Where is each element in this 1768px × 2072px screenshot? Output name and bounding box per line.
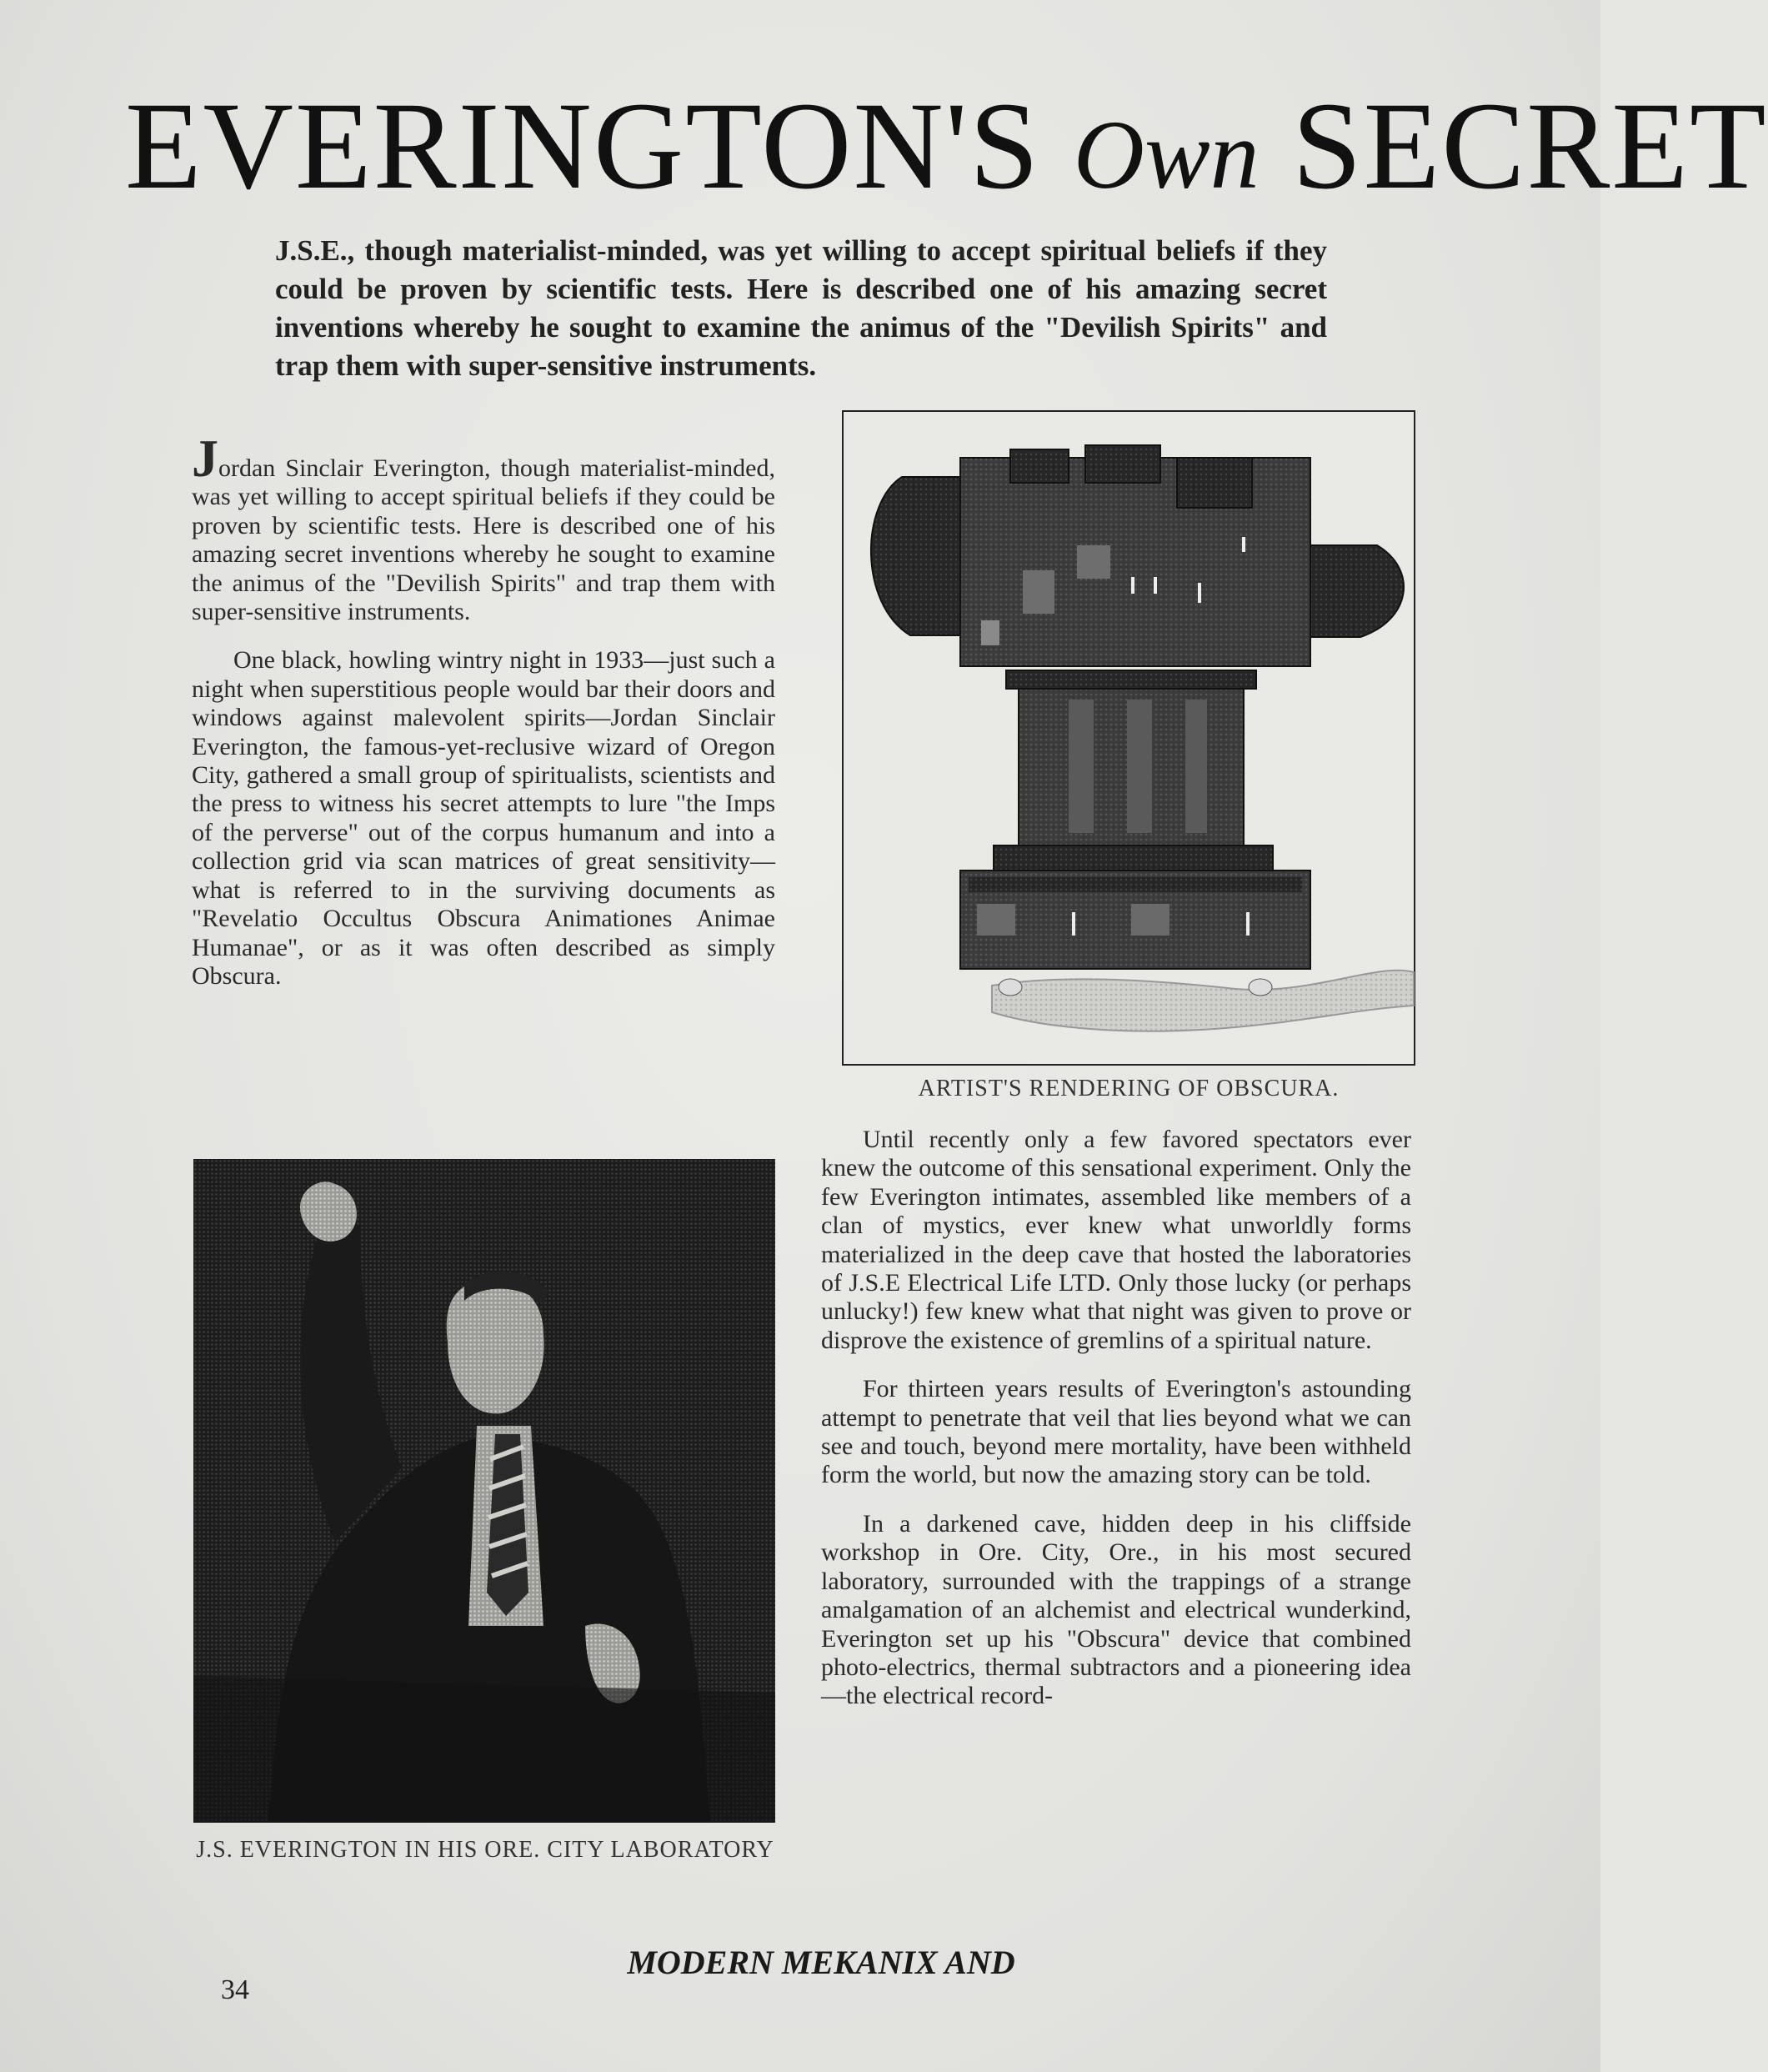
paragraph: Until recently only a few favored spectators ever knew the outcome of this sensational experiment. Only the few Everington intimates, assembled like members of a clan of mystics, ever knew what unworldly forms materialized in the deep cave that hosted the laboratories of J.S.E Electrical Life LTD. Only those lucky (or perhaps unlucky!) few knew what that night was given to prove or disprove the existence of gremlins of a spiritual nature. xyxy=(821,1126,1411,1354)
headline-part-2: Own xyxy=(1073,100,1260,209)
obscura-illustration xyxy=(842,410,1415,1066)
portrait-photo xyxy=(193,1159,775,1823)
paragraph: For thirteen years results of Everington's astounding attempt to penetrate that veil that lies beyond what we can see and touch, beyond mere mortality, have been withheld form the world, but now the amazing story can be told. xyxy=(821,1375,1411,1489)
portrait-caption: J.S. EVERINGTON IN HIS ORE. CITY LABORATORY xyxy=(196,1837,774,1863)
paragraph: In a darkened cave, hidden deep in his cliffside workshop in Ore. City, Ore., in his most secured laboratory, surrounded with the trappings of a strange amalgamation of an alchemist and electrical wunderkind, Everington set up his "Obscura" device that combined photo-electrics, thermal subtractors and a pioneering idea—the electrical record- xyxy=(821,1509,1411,1710)
left-column xyxy=(192,429,775,1011)
paragraph-text: ordan Sinclair Everington, though materialist-minded, was yet willing to accept spiritual beliefs if they could be proven by scientific tests. Here is described one of his amazing secret inventions whereby he sought to examine the animus of the "Devilish Spirits" and trap them with super-sensitive instruments. xyxy=(192,454,775,626)
deck-summary: J.S.E., though materialist-minded, was yet willing to accept spiritual beliefs if they could be proven by scientific tests. Here is described one of his amazing secret inventions whereby he sought to examine the animus of the "Devilish Spirits" and trap them with super-sensitive instruments. xyxy=(275,234,1327,382)
page-number: 34 xyxy=(221,1974,249,2005)
obscura-device-drawing xyxy=(844,412,1414,1064)
paragraph xyxy=(192,429,775,626)
right-column xyxy=(821,1126,1411,1731)
headline xyxy=(125,77,1768,222)
drop-cap: J xyxy=(192,429,218,488)
obscura-caption: ARTIST'S RENDERING OF OBSCURA. xyxy=(918,1076,1340,1101)
magazine-footer: MODERN MEKANIX AND xyxy=(627,1944,1015,1981)
paragraph: One black, howling wintry night in 1933—just such a night when superstitious people would bar their doors and windows against malevolent spirits—Jordan Sinclair Everington, the famous-yet-reclusive wizard of Oregon City, gathered a small group of spiritualists, scientists and the press to witness his secret attempts to lure "the Imps of the perverse" out of the corpus humanum and into a collection grid via scan matrices of great sensitivity—what is referred to in the surviving documents as "Revelatio Occultus Obscura Animationes Animae Humanae", or as it was often described as simply Obscura. xyxy=(192,646,775,990)
headline-part-1: EVERINGTON'S xyxy=(125,77,1074,215)
headline-part-3: SECRET xyxy=(1259,77,1768,215)
portrait-halftone xyxy=(193,1159,775,1823)
